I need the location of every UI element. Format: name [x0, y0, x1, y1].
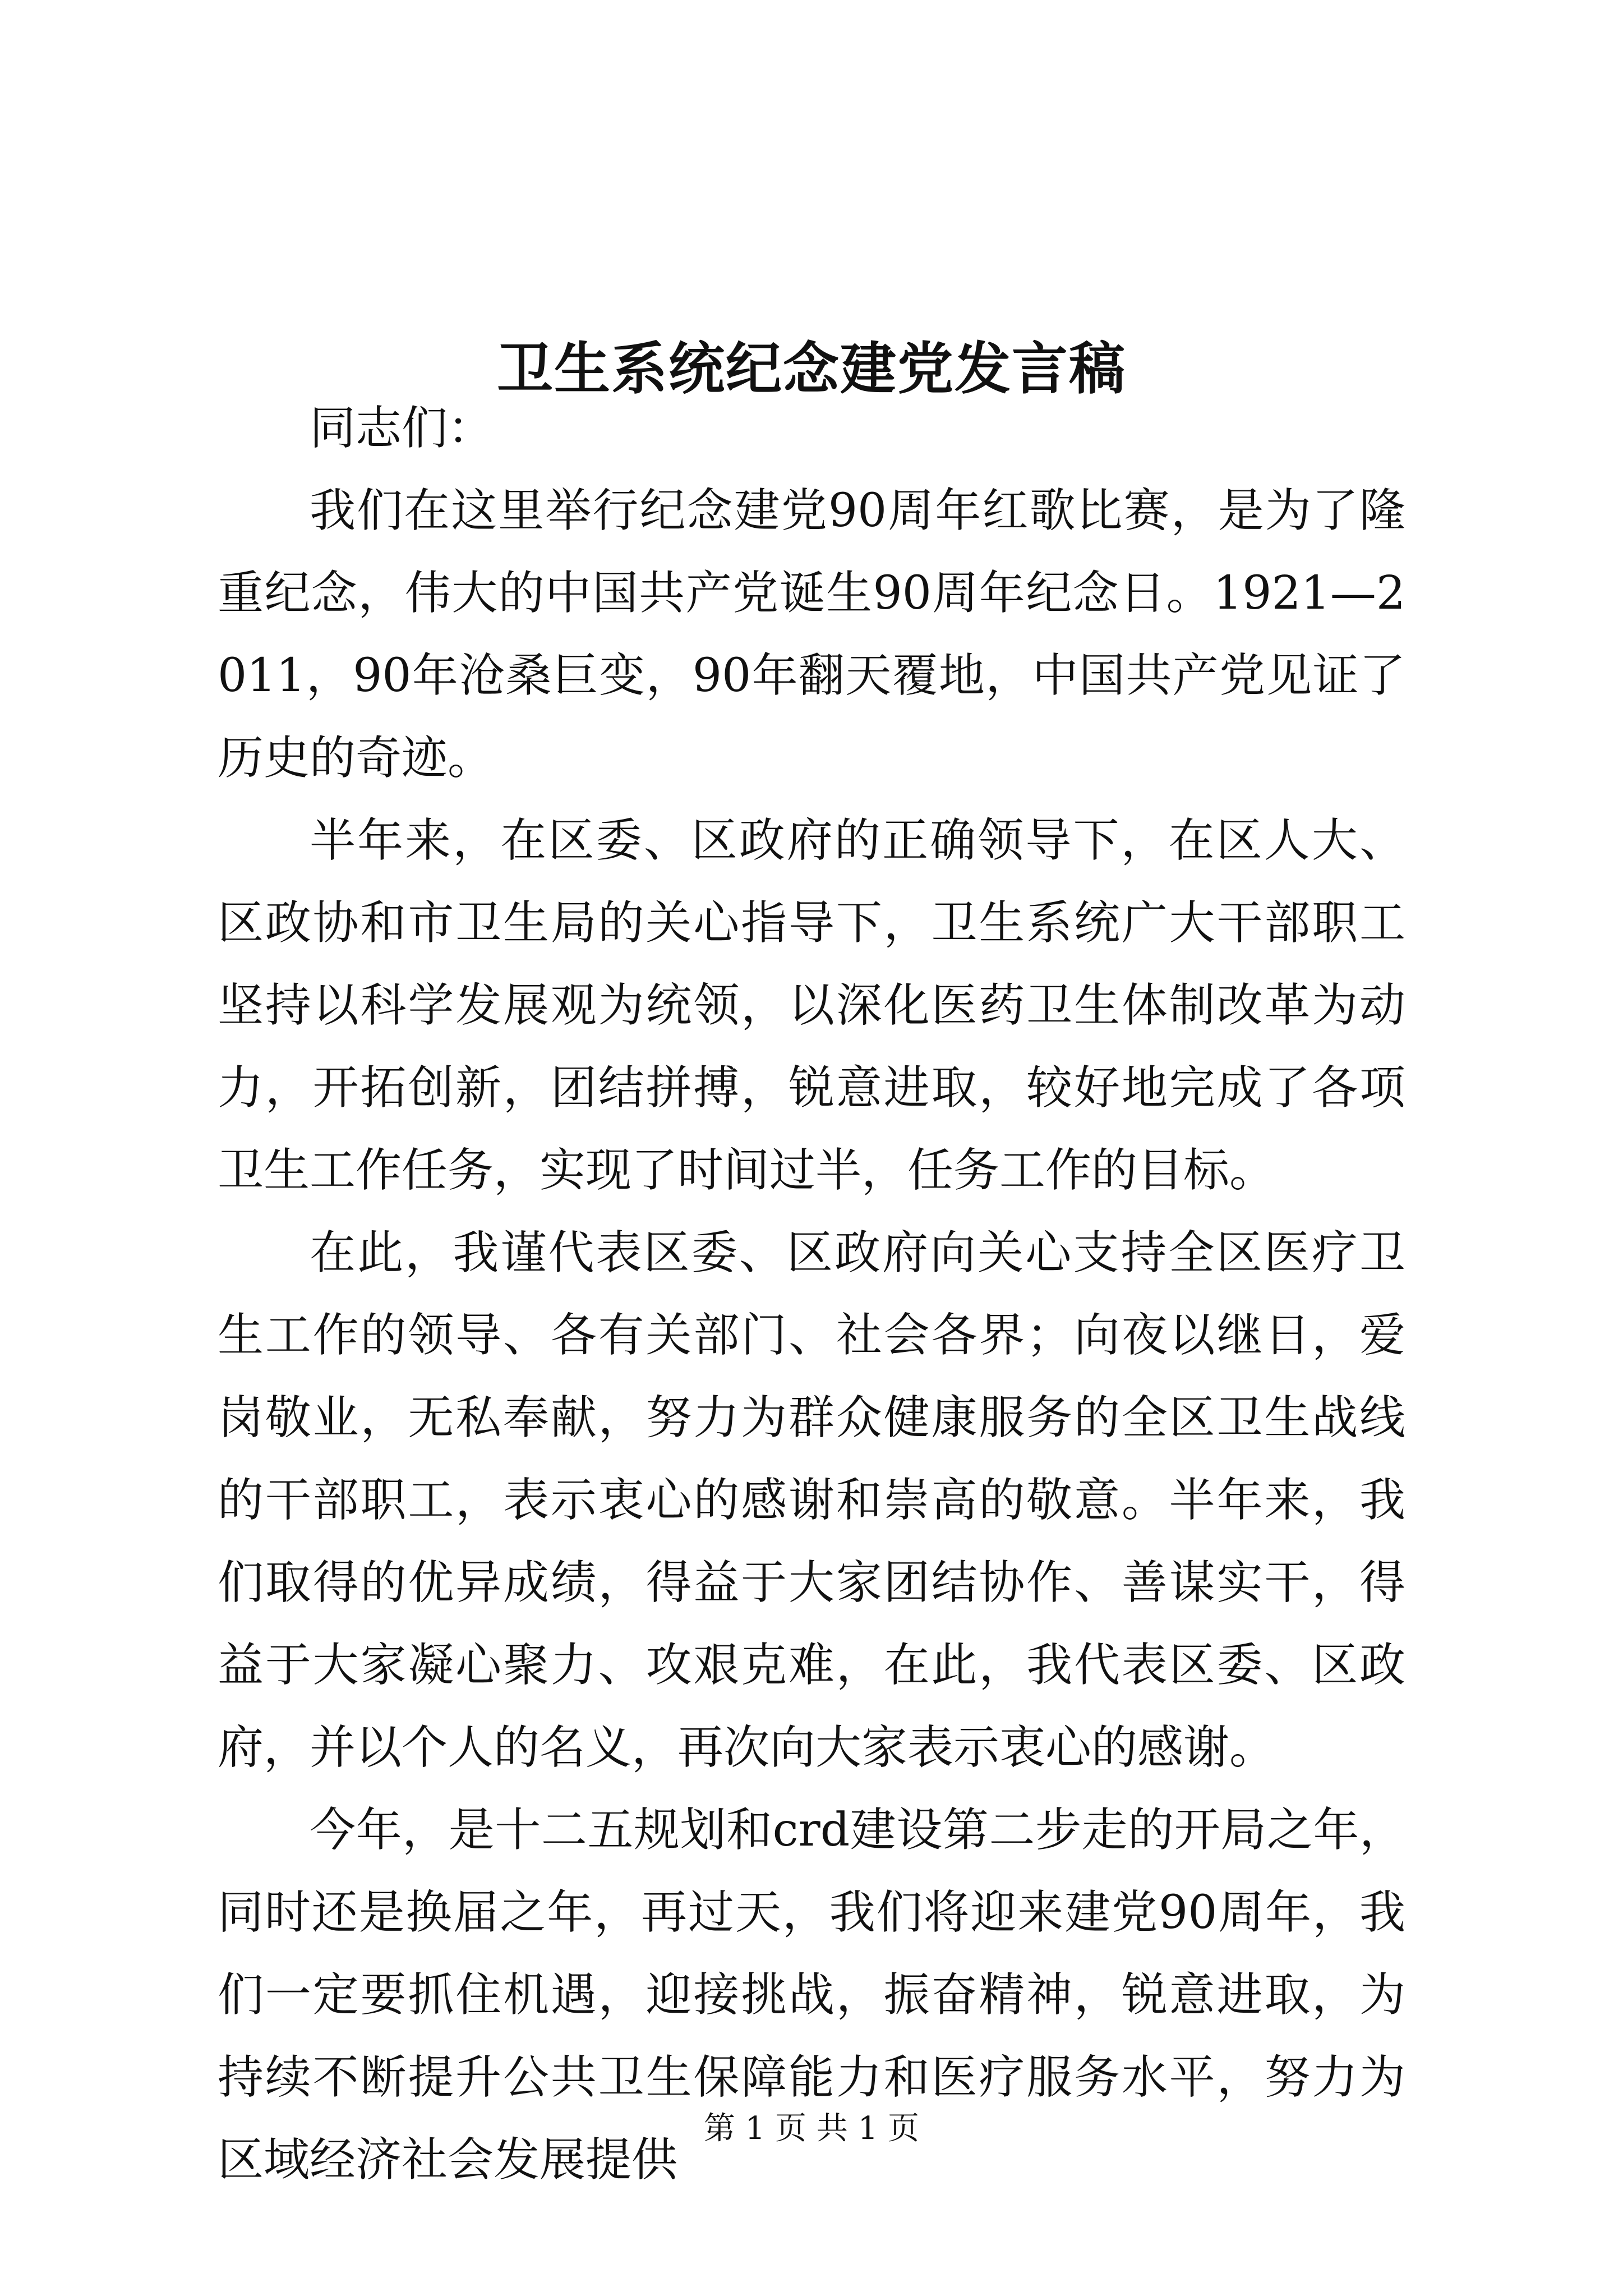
paragraph-4: 今年，是十二五规划和crd建设第二步走的开局之年，同时还是换届之年，再过天，我们将迎来建党90周年，我们一定要抓住机遇，迎接挑战，振奋精神，锐意进取，为持续不断提升公共卫生保障能力和医疗服务水平，努力为区域经济社会发展提供 [218, 1803, 1405, 2187]
paragraph-2: 半年来，在区委、区政府的正确领导下，在区人大、区政协和市卫生局的关心指导下，卫生系统广大干部职工坚持以科学发展观为统领，以深化医药卫生体制改革为动力，开拓创新，团结拼搏，锐意进取，较好地完成了各项卫生工作任务，实现了时间过半，任务工作的目标。 [218, 814, 1405, 1197]
greeting: 同志们： [310, 402, 494, 455]
document-title: 卫生系统纪念建党发言稿 [497, 335, 1126, 402]
page-number-footer: 第 1 页 共 1 页 [703, 2110, 920, 2147]
paragraph-1: 我们在这里举行纪念建党90周年红歌比赛，是为了隆重纪念，伟大的中国共产党诞生90周年纪念日。1921—2011，90年沧桑巨变，90年翻天覆地，中国共产党见证了历史的奇迹。 [218, 484, 1405, 785]
paragraph-3: 在此，我谨代表区委、区政府向关心支持全区医疗卫生工作的领导、各有关部门、社会各界；向夜以继日，爱岗敬业，无私奉献，努力为群众健康服务的全区卫生战线的干部职工，表示衷心的感谢和崇高的敬意。半年来，我们取得的优异成绩，得益于大家团结协作、善谋实干，得益于大家凝心聚力、攻艰克难，在此，我代表区委、区政府，并以个人的名义，再次向大家表示衷心的感谢。 [218, 1226, 1405, 1774]
document-body [218, 387, 1405, 2201]
